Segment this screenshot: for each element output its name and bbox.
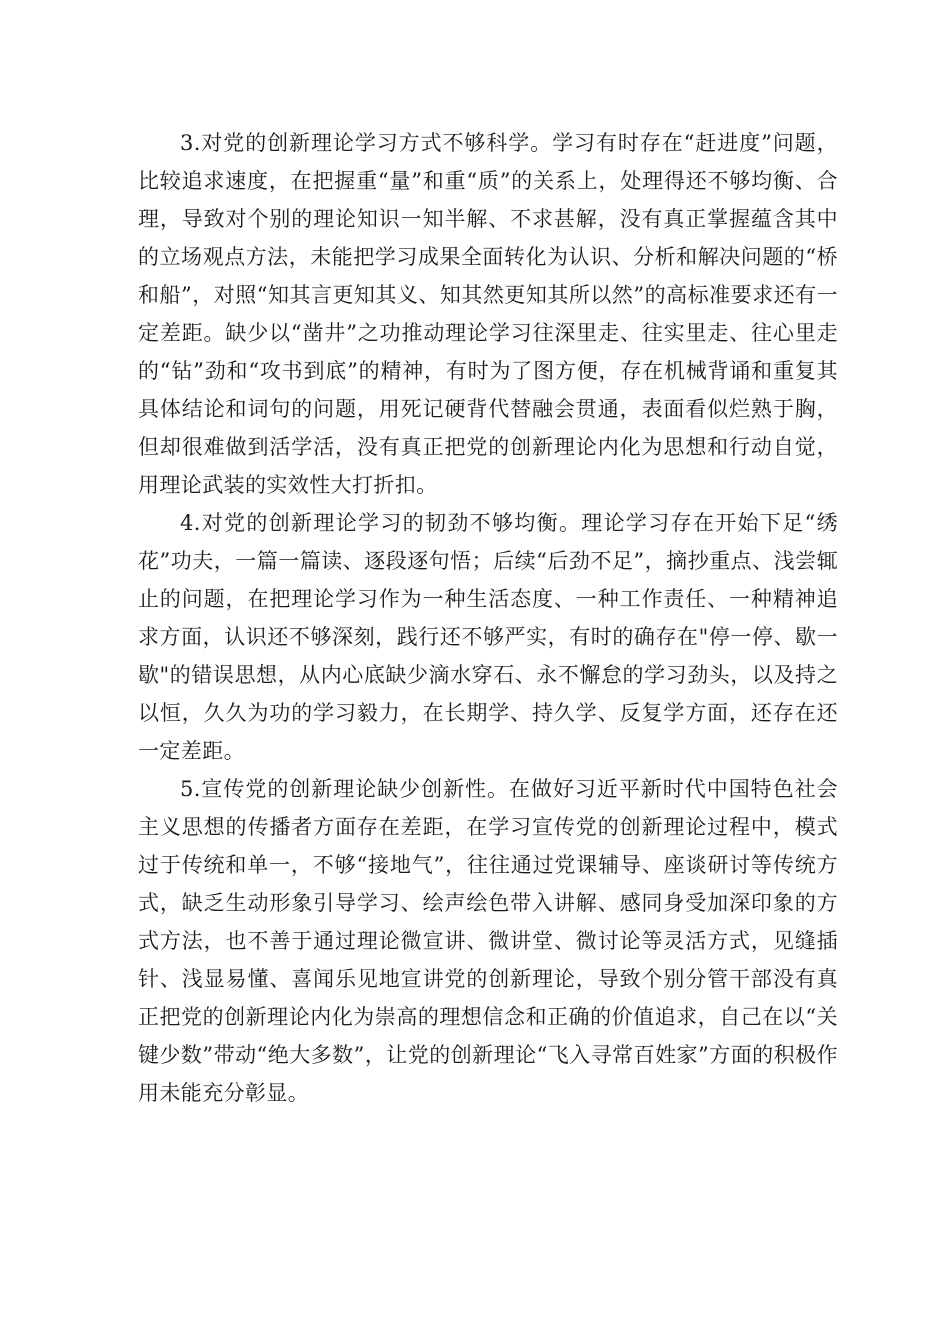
- document-body: [138, 124, 838, 1112]
- paragraph-3: 3.对党的创新理论学习方式不够科学。学习有时存在“赶进度”问题，比较追求速度，在把握重“量”和重“质”的关系上，处理得还不够均衡、合理，导致对个别的理论知识一知半解、不求甚解，没有真正掌握蕴含其中的立场观点方法，未能把学习成果全面转化为认识、分析和解决问题的“桥和船”，对照“知其言更知其义、知其然更知其所以然”的高标准要求还有一定差距。缺少以“凿井”之功推动理论学习往深里走、往实里走、往心里走的“钻”劲和“攻书到底”的精神，有时为了图方便，存在机械背诵和重复其具体结论和词句的问题，用死记硬背代替融会贯通，表面看似烂熟于胸，但却很难做到活学活，没有真正把党的创新理论内化为思想和行动自觉，用理论武装的实效性大打折扣。: [138, 131, 838, 497]
- paragraph-5: 5.宣传党的创新理论缺少创新性。在做好习近平新时代中国特色社会主义思想的传播者方面存在差距，在学习宣传党的创新理论过程中，模式过于传统和单一，不够“接地气”，往往通过党课辅导、座谈研讨等传统方式，缺乏生动形象引导学习、绘声绘色带入讲解、感同身受加深印象的方式方法，也不善于通过理论微宣讲、微讲堂、微讨论等灵活方式，见缝插针、浅显易懂、喜闻乐见地宣讲党的创新理论，导致个别分管干部没有真正把党的创新理论内化为崇高的理想信念和正确的价值追求，自己在以“关键少数”带动“绝大多数”，让党的创新理论“飞入寻常百姓家”方面的积极作用未能充分彰显。: [138, 777, 838, 1105]
- paragraph-4: 4.对党的创新理论学习的韧劲不够均衡。理论学习存在开始下足“绣花”功夫，一篇一篇读、逐段逐句悟；后续“后劲不足”，摘抄重点、浅尝辄止的问题，在把理论学习作为一种生活态度、一种工作责任、一种精神追求方面，认识还不够深刻，践行还不够严实，有时的确存在"停一停、歇一歇"的错误思想，从内心底缺少滴水穿石、永不懈怠的学习劲头，以及持之以恒，久久为功的学习毅力，在长期学、持久学、反复学方面，还存在还一定差距。: [138, 511, 838, 763]
